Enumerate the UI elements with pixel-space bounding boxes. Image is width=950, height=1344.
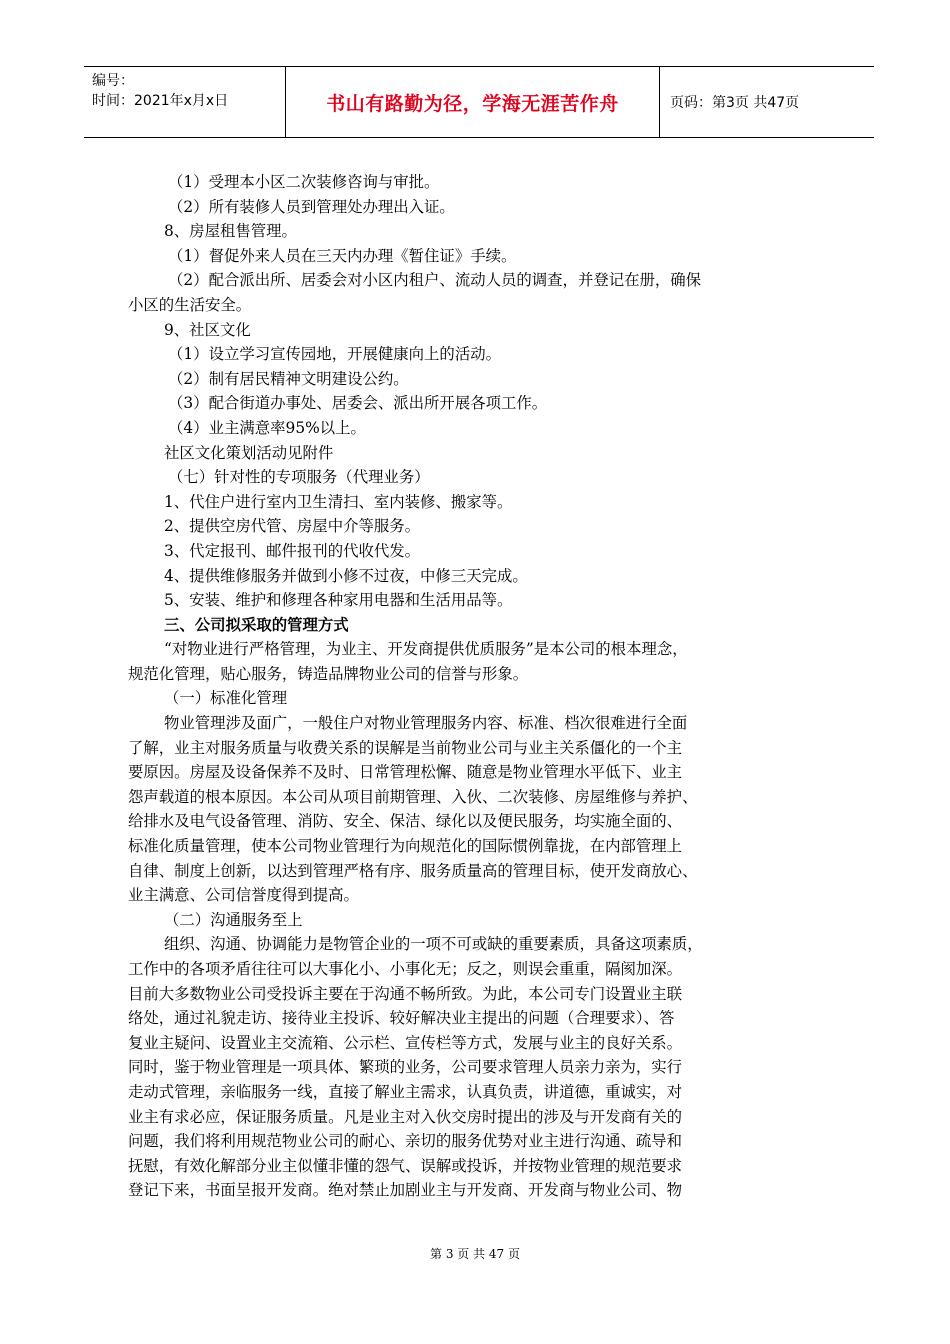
body-line: （3）配合街道办事处、居委会、派出所开展各项工作。 xyxy=(168,394,548,413)
body-line: （2）制有居民精神文明建设公约。 xyxy=(168,369,409,388)
body-line: “对物业进行严格管理，为业主、开发商提供优质服务”是本公司的根本理念， xyxy=(164,640,688,659)
body-line: 9、社区文化 xyxy=(164,320,251,339)
body-line: 1、代住户进行室内卫生清扫、室内装修、搬家等。 xyxy=(164,492,513,511)
body-line: （4）业主满意率95%以上。 xyxy=(168,418,366,437)
body-line: （七）针对性的专项服务（代理业务） xyxy=(168,468,430,487)
body-line: 要原因。房屋及设备保养不及时、日常管理松懈、随意是物业管理水平低下、业主 xyxy=(128,763,683,782)
body-line: （2）所有装修人员到管理处办理出入证。 xyxy=(168,197,455,216)
time-label: 时间：2021年x月x日 xyxy=(92,93,229,109)
header-motto-cell xyxy=(286,67,660,137)
body-line: 物业管理涉及面广，一般住户对物业管理服务内容、标准、档次很难进行全面 xyxy=(164,714,688,733)
body-line: 4、提供维修服务并做到小修不过夜，中修三天完成。 xyxy=(164,566,528,585)
body-line: 业主有求必应，保证服务质量。凡是业主对入伙交房时提出的涉及与开发商有关的 xyxy=(128,1107,683,1126)
footer-page-number: 第 3 页 共 47 页 xyxy=(430,1247,520,1261)
body-line: 登记下来，书面呈报开发商。绝对禁止加剧业主与开发商、开发商与物业公司、物 xyxy=(128,1181,683,1200)
body-line: 社区文化策划活动见附件 xyxy=(164,443,334,462)
header-info xyxy=(84,67,286,137)
document-body xyxy=(128,170,828,1203)
body-line: 络处，通过礼貌走访、接待业主投诉、较好解决业主提出的问题（合理要求）、答 xyxy=(128,1009,675,1028)
section-heading: 三、公司拟采取的管理方式 xyxy=(164,615,349,634)
body-line: （二）沟通服务至上 xyxy=(164,910,303,929)
body-line: 3、代定报刊、邮件报刊的代收代发。 xyxy=(164,541,421,560)
body-line: 8、房屋租售管理。 xyxy=(164,222,297,241)
page-footer xyxy=(0,1245,950,1262)
body-line: 规范化管理，贴心服务，铸造品牌物业公司的信誉与形象。 xyxy=(128,664,529,683)
motto-text: 书山有路勤为径，学海无涯苦作舟 xyxy=(326,92,619,115)
body-line: 2、提供空房代管、房屋中介等服务。 xyxy=(164,517,421,536)
body-line: 5、安装、维护和修理各种家用电器和生活用品等。 xyxy=(164,591,513,610)
body-line: （1）受理本小区二次装修咨询与审批。 xyxy=(168,173,440,191)
body-line: 问题，我们将利用规范物业公司的耐心、亲切的服务优势对业主进行沟通、疏导和 xyxy=(128,1132,683,1151)
body-line: （2）配合派出所、居委会对小区内租户、流动人员的调查，并登记在册，确保 xyxy=(168,271,702,290)
body-line: 小区的生活安全。 xyxy=(128,295,252,314)
page-header xyxy=(84,66,874,138)
body-line: 业主满意、公司信誉度得到提高。 xyxy=(128,886,359,905)
page-label: 页码：第3页 共47页 xyxy=(670,95,800,111)
number-label: 编号： xyxy=(92,73,134,89)
body-line: 标准化质量管理，使本公司物业管理行为向规范化的国际惯例靠拢，在内部管理上 xyxy=(128,837,683,856)
body-line: （1）设立学习宣传园地，开展健康向上的活动。 xyxy=(168,345,501,364)
body-line: 给排水及电气设备管理、消防、安全、保洁、绿化以及便民服务，均实施全面的、 xyxy=(128,812,683,831)
body-line: 自律、制度上创新，以达到管理严格有序、服务质量高的管理目标，使开发商放心、 xyxy=(128,861,698,880)
body-line: 同时，鉴于物业管理是一项具体、繁琐的业务，公司要求管理人员亲力亲为，实行 xyxy=(128,1058,683,1077)
body-line: 复业主疑问、设置业主交流箱、公示栏、宣传栏等方式，发展与业主的良好关系。 xyxy=(128,1033,683,1052)
body-line: （一）标准化管理 xyxy=(164,689,288,708)
body-line: 工作中的各项矛盾往往可以大事化小、小事化无；反之，则误会重重，隔阂加深。 xyxy=(128,960,683,978)
body-line: 了解，业主对服务质量与收费关系的误解是当前物业公司与业主关系僵化的一个主 xyxy=(128,738,683,757)
body-line: （1）督促外来人员在三天内办理《暂住证》手续。 xyxy=(168,246,517,265)
header-page-cell xyxy=(660,67,874,137)
body-line: 组织、沟通、协调能力是物管企业的一项不可或缺的重要素质，具备这项素质， xyxy=(164,935,703,954)
body-line: 目前大多数物业公司受投诉主要在于沟通不畅所致。为此，本公司专门设置业主联 xyxy=(128,984,683,1003)
body-line: 怨声载道的根本原因。本公司从项目前期管理、入伙、二次装修、房屋维修与养护、 xyxy=(128,787,698,806)
body-line: 走动式管理，亲临服务一线，直接了解业主需求，认真负责，讲道德，重诚实，对 xyxy=(128,1082,683,1101)
body-line: 抚慰，有效化解部分业主似懂非懂的怨气、误解或投诉，并按物业管理的规范要求 xyxy=(128,1156,683,1175)
